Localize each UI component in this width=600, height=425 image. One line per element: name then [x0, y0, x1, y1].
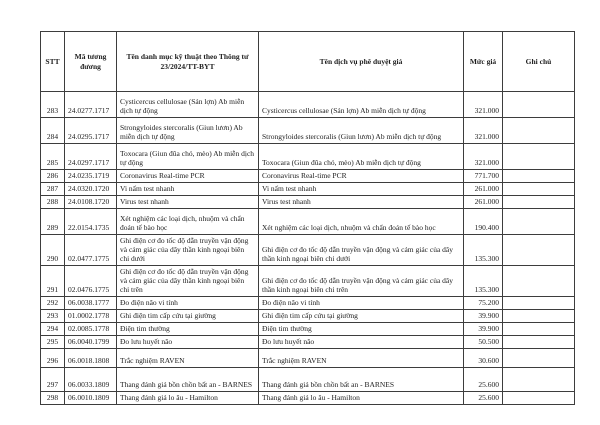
stt-cell: 285 — [41, 144, 65, 170]
price-cell: 75.200 — [464, 297, 503, 310]
note-cell — [503, 392, 575, 405]
note-cell — [503, 170, 575, 183]
equivalent-code-cell: 24.0277.1717 — [65, 92, 117, 118]
table-row — [41, 297, 575, 310]
table-row — [41, 310, 575, 323]
equivalent-code-cell: 24.0297.1717 — [65, 144, 117, 170]
equivalent-code-cell: 02.0085.1778 — [65, 323, 117, 336]
stt-cell: 289 — [41, 209, 65, 235]
stt-cell: 297 — [41, 368, 65, 392]
price-cell: 39.900 — [464, 310, 503, 323]
approved-service-name-cell: Ghi điện tim cấp cứu tại giường — [259, 310, 464, 323]
approved-service-name-cell: Đo lưu huyết não — [259, 336, 464, 349]
service-name-tt-cell: Toxocara (Giun đũa chó, mèo) Ab miễn dịch tự động — [117, 144, 259, 170]
price-cell: 39.900 — [464, 323, 503, 336]
stt-cell: 290 — [41, 235, 65, 266]
note-cell — [503, 297, 575, 310]
table-row — [41, 144, 575, 170]
equivalent-code-cell: 24.0320.1720 — [65, 183, 117, 196]
note-cell — [503, 118, 575, 144]
stt-cell: 283 — [41, 92, 65, 118]
approved-service-name-cell: Ghi điện cơ đo tốc độ dẫn truyền vận động và cảm giác của dây thần kinh ngoại biên chi trên — [259, 266, 464, 297]
price-cell: 25.600 — [464, 392, 503, 405]
price-cell: 261.000 — [464, 183, 503, 196]
table-row — [41, 368, 575, 392]
price-cell: 321.000 — [464, 144, 503, 170]
approved-service-name-cell: Strongyloides stercoralis (Giun lươn) Ab miễn dịch tự động — [259, 118, 464, 144]
service-name-tt-cell: Coronavirus Real-time PCR — [117, 170, 259, 183]
service-name-tt-cell: Xét nghiệm các loại dịch, nhuộm và chẩn đoán tế bào học — [117, 209, 259, 235]
price-cell: 30.600 — [464, 349, 503, 368]
equivalent-code-cell: 06.0038.1777 — [65, 297, 117, 310]
approved-service-name-cell: Cysticercus cellulosae (Sán lợn) Ab miễn dịch tự động — [259, 92, 464, 118]
table-row — [41, 323, 575, 336]
service-price-table — [40, 31, 575, 405]
header-approved-service-name: Tên dịch vụ phê duyệt giá — [259, 32, 464, 92]
price-cell: 771.700 — [464, 170, 503, 183]
stt-cell: 287 — [41, 183, 65, 196]
table-row — [41, 170, 575, 183]
header-price: Mức giá — [464, 32, 503, 92]
stt-cell: 288 — [41, 196, 65, 209]
equivalent-code-cell: 02.0476.1775 — [65, 266, 117, 297]
approved-service-name-cell: Đo điện não vi tính — [259, 297, 464, 310]
note-cell — [503, 92, 575, 118]
approved-service-name-cell: Virus test nhanh — [259, 196, 464, 209]
price-cell: 261.000 — [464, 196, 503, 209]
note-cell — [503, 349, 575, 368]
equivalent-code-cell: 06.0040.1799 — [65, 336, 117, 349]
service-name-tt-cell: Trắc nghiệm RAVEN — [117, 349, 259, 368]
table-row — [41, 209, 575, 235]
price-table-body — [41, 92, 575, 405]
note-cell — [503, 196, 575, 209]
stt-cell: 295 — [41, 336, 65, 349]
stt-cell: 292 — [41, 297, 65, 310]
stt-cell: 286 — [41, 170, 65, 183]
approved-service-name-cell: Toxocara (Giun đũa chó, mèo) Ab miễn dịch tự động — [259, 144, 464, 170]
service-name-tt-cell: Thang đánh giá lo âu - Hamilton — [117, 392, 259, 405]
price-cell: 190.400 — [464, 209, 503, 235]
service-name-tt-cell: Cysticercus cellulosae (Sán lợn) Ab miễn dịch tự động — [117, 92, 259, 118]
note-cell — [503, 209, 575, 235]
service-name-tt-cell: Đo lưu huyết não — [117, 336, 259, 349]
approved-service-name-cell: Xét nghiệm các loại dịch, nhuộm và chẩn đoán tế bào học — [259, 209, 464, 235]
note-cell — [503, 183, 575, 196]
note-cell — [503, 235, 575, 266]
stt-cell: 294 — [41, 323, 65, 336]
table-row — [41, 266, 575, 297]
approved-service-name-cell: Coronavirus Real-time PCR — [259, 170, 464, 183]
note-cell — [503, 144, 575, 170]
service-name-tt-cell: Ghi điện tim cấp cứu tại giường — [117, 310, 259, 323]
approved-service-name-cell: Thang đánh giá bồn chồn bất an - BARNES — [259, 368, 464, 392]
stt-cell: 284 — [41, 118, 65, 144]
note-cell — [503, 368, 575, 392]
note-cell — [503, 336, 575, 349]
equivalent-code-cell: 01.0002.1778 — [65, 310, 117, 323]
price-cell: 321.000 — [464, 92, 503, 118]
approved-service-name-cell: Điện tim thường — [259, 323, 464, 336]
price-cell: 50.500 — [464, 336, 503, 349]
equivalent-code-cell: 02.0477.1775 — [65, 235, 117, 266]
approved-service-name-cell: Trắc nghiệm RAVEN — [259, 349, 464, 368]
table-row — [41, 349, 575, 368]
stt-cell: 293 — [41, 310, 65, 323]
service-name-tt-cell: Virus test nhanh — [117, 196, 259, 209]
table-header — [41, 32, 575, 92]
equivalent-code-cell: 22.0154.1735 — [65, 209, 117, 235]
header-row — [41, 32, 575, 92]
equivalent-code-cell: 24.0295.1717 — [65, 118, 117, 144]
header-service-name-tt: Tên danh mục kỹ thuật theo Thông tư 23/2024/TT-BYT — [117, 32, 259, 92]
note-cell — [503, 266, 575, 297]
equivalent-code-cell: 06.0018.1808 — [65, 349, 117, 368]
table-row — [41, 336, 575, 349]
stt-cell: 298 — [41, 392, 65, 405]
table-row — [41, 235, 575, 266]
table-row — [41, 196, 575, 209]
price-cell: 321.000 — [464, 118, 503, 144]
equivalent-code-cell: 06.0033.1809 — [65, 368, 117, 392]
table-row — [41, 92, 575, 118]
approved-service-name-cell: Thang đánh giá lo âu - Hamilton — [259, 392, 464, 405]
price-cell: 135.300 — [464, 235, 503, 266]
note-cell — [503, 323, 575, 336]
equivalent-code-cell: 24.0108.1720 — [65, 196, 117, 209]
stt-cell: 296 — [41, 349, 65, 368]
table-row — [41, 118, 575, 144]
service-name-tt-cell: Đo điện não vi tính — [117, 297, 259, 310]
service-name-tt-cell: Vi nấm test nhanh — [117, 183, 259, 196]
price-cell: 25.600 — [464, 368, 503, 392]
table-row — [41, 183, 575, 196]
service-name-tt-cell: Ghi điện cơ đo tốc độ dẫn truyền vận động và cảm giác của dây thần kinh ngoại biên chi trên — [117, 266, 259, 297]
service-name-tt-cell: Điện tim thường — [117, 323, 259, 336]
header-note: Ghi chú — [503, 32, 575, 92]
stt-cell: 291 — [41, 266, 65, 297]
header-stt: STT — [41, 32, 65, 92]
service-name-tt-cell: Thang đánh giá bồn chồn bất an - BARNES — [117, 368, 259, 392]
approved-service-name-cell: Ghi điện cơ đo tốc độ dẫn truyền vận động và cảm giác của dây thần kinh ngoại biên chi dưới — [259, 235, 464, 266]
service-name-tt-cell: Strongyloides stercoralis (Giun lươn) Ab miễn dịch tự động — [117, 118, 259, 144]
approved-service-name-cell: Vi nấm test nhanh — [259, 183, 464, 196]
service-name-tt-cell: Ghi điện cơ đo tốc độ dẫn truyền vận động và cảm giác của dây thần kinh ngoại biên chi dưới — [117, 235, 259, 266]
table-row — [41, 392, 575, 405]
price-cell: 135.300 — [464, 266, 503, 297]
note-cell — [503, 310, 575, 323]
equivalent-code-cell: 06.0010.1809 — [65, 392, 117, 405]
equivalent-code-cell: 24.0235.1719 — [65, 170, 117, 183]
header-equivalent-code: Mã tương đương — [65, 32, 117, 92]
